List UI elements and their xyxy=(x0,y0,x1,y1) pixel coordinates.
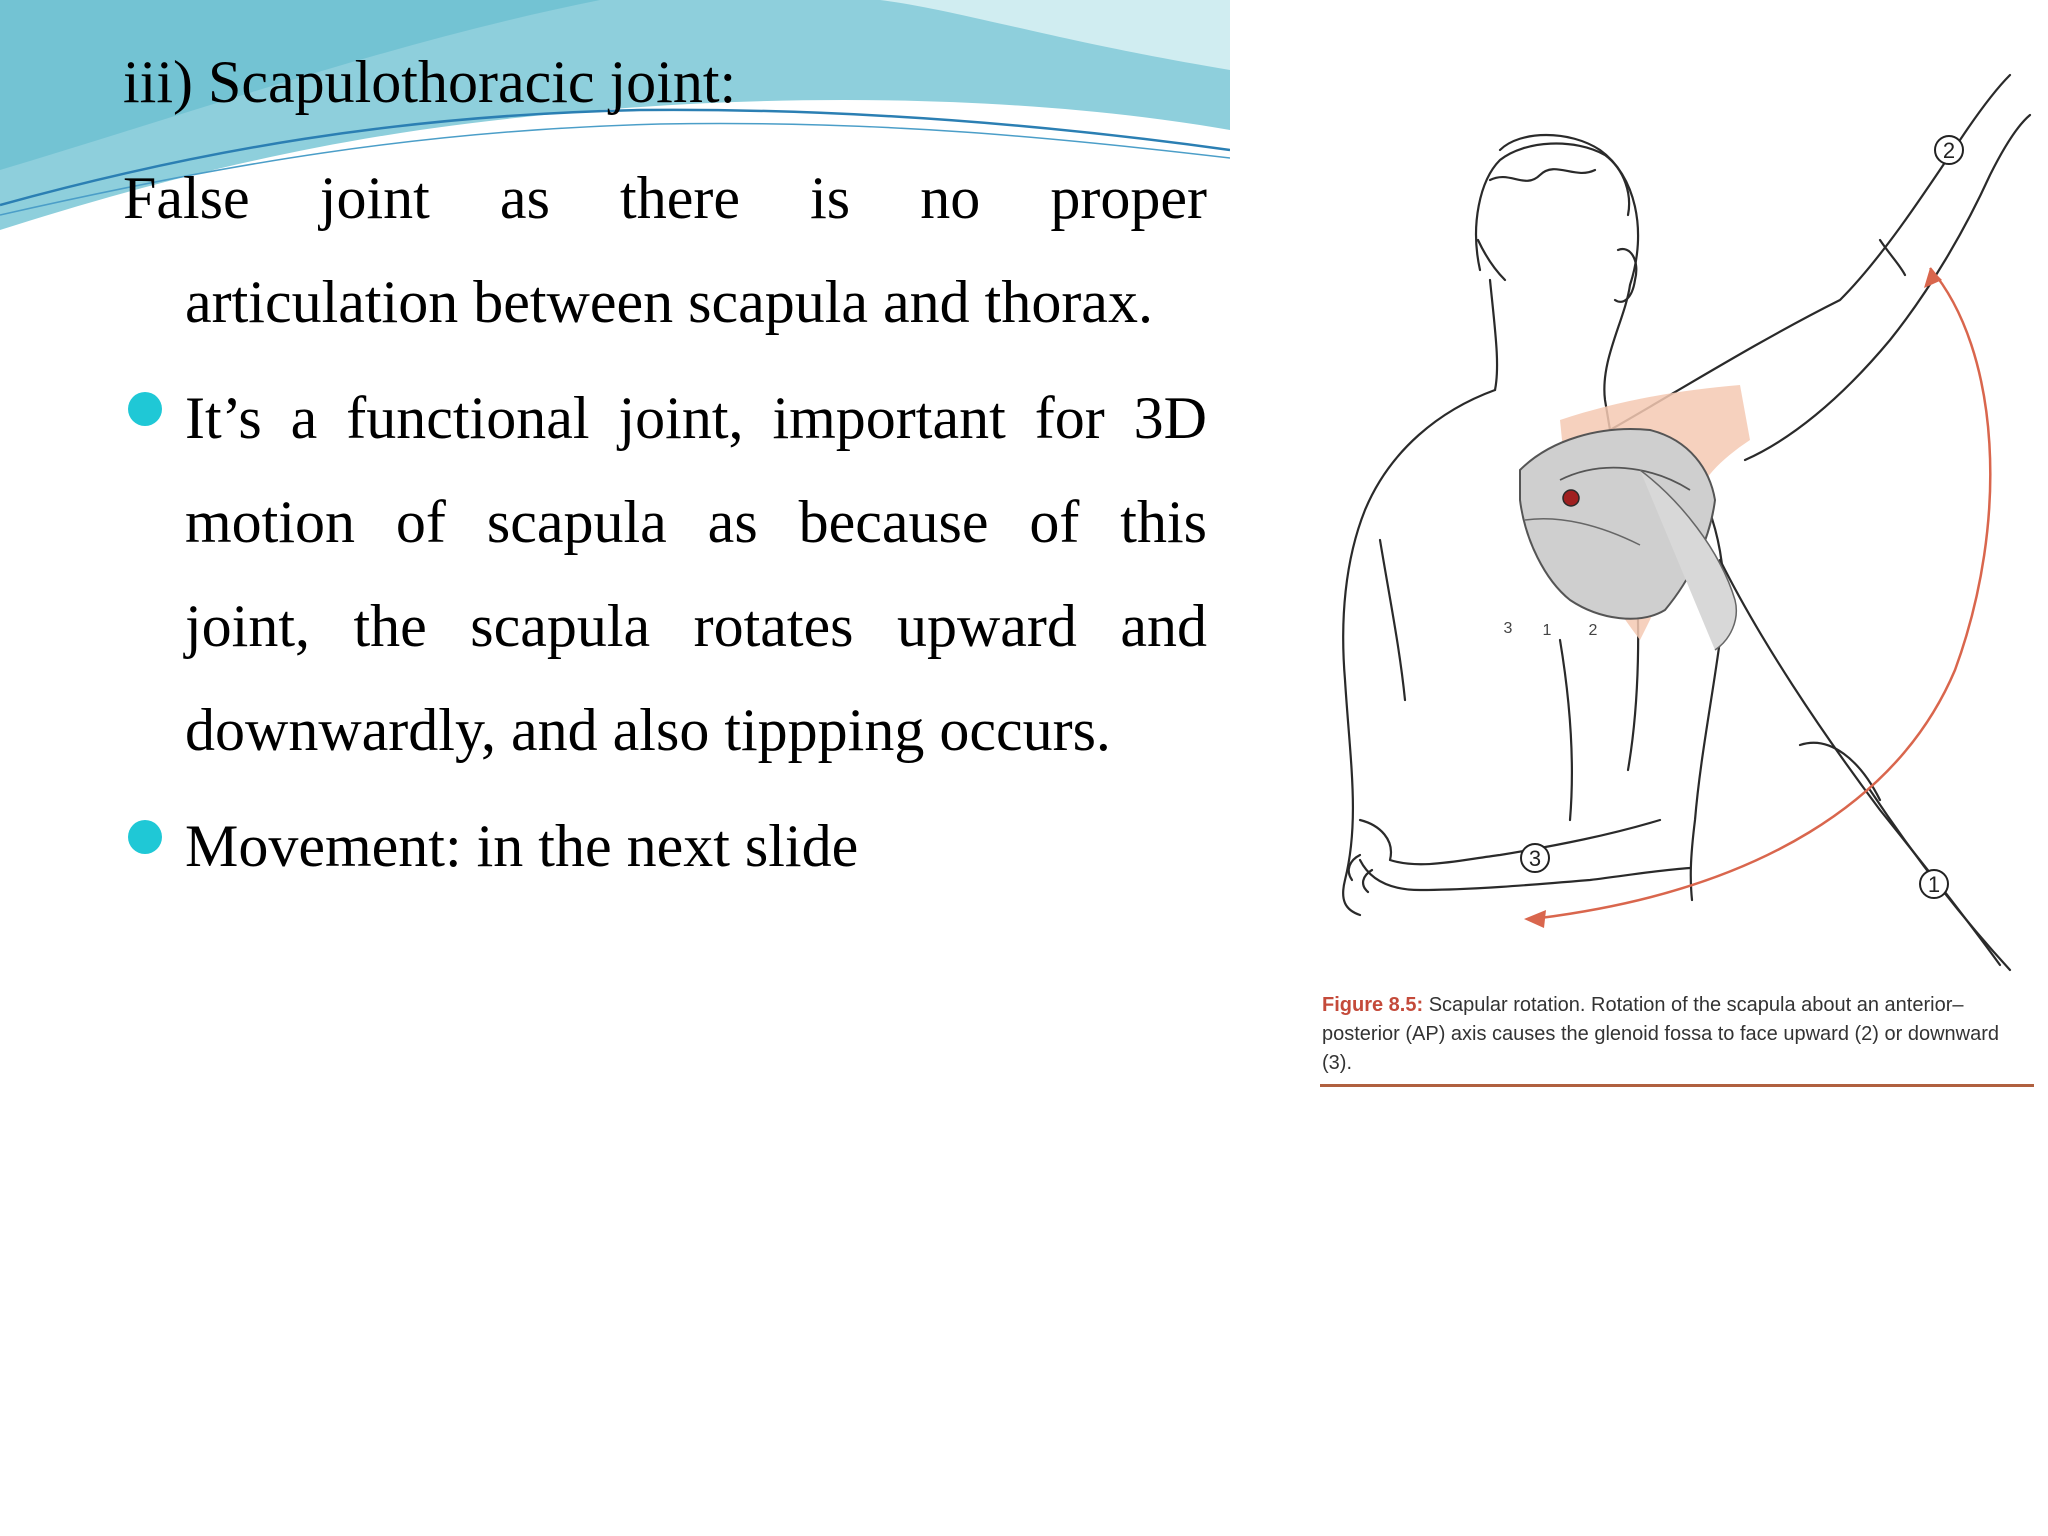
position-1-label: 1 xyxy=(1927,872,1941,897)
paragraph-line: articulation between scapula and thorax. xyxy=(185,269,1153,335)
figure-caption-label: Figure 8.5: xyxy=(1322,994,1424,1016)
arm-behind-back xyxy=(1360,820,1660,864)
figure-caption xyxy=(1322,991,2012,1078)
lowered-arm-1 xyxy=(1720,560,2000,965)
scapular-rotation-illustration xyxy=(1300,60,2048,1100)
bullet-line: joint, the scapula rotates upward and xyxy=(185,593,1207,659)
scapula-marker: 1 xyxy=(1542,622,1552,639)
scapula-marker: 3 xyxy=(1503,620,1513,637)
position-2-label: 2 xyxy=(1942,138,1956,163)
scapula-marker: 2 xyxy=(1588,622,1598,639)
bullet-line: It’s a functional joint, important for 3D xyxy=(185,385,1207,451)
hair-outline xyxy=(1476,144,1629,270)
slide-title: iii) Scapulothoracic joint: xyxy=(123,49,737,115)
arrow-head-down xyxy=(1524,910,1546,928)
bullet-marker xyxy=(128,392,162,426)
bullet-marker xyxy=(128,820,162,854)
figure-caption-text: Scapular rotation. Rotation of the scapula about an anterior–posterior (AP) axis causes the glenoid fossa to face upward (2) or downward (3). xyxy=(1322,994,2000,1074)
paragraph-line: False joint as there is no proper xyxy=(123,165,1207,231)
caption-divider xyxy=(1320,1084,2034,1087)
neck-outline xyxy=(1490,280,1497,390)
position-3-label: 3 xyxy=(1528,846,1542,871)
bullet-line: Movement: in the next slide xyxy=(185,813,859,879)
rotation-axis-point xyxy=(1563,490,1579,506)
raised-arm-lower xyxy=(1745,115,2030,460)
bullet-line: downwardly, and also tippping occurs. xyxy=(185,697,1111,763)
bullet-line: motion of scapula as because of this xyxy=(185,489,1207,555)
torso-left xyxy=(1343,390,1495,915)
